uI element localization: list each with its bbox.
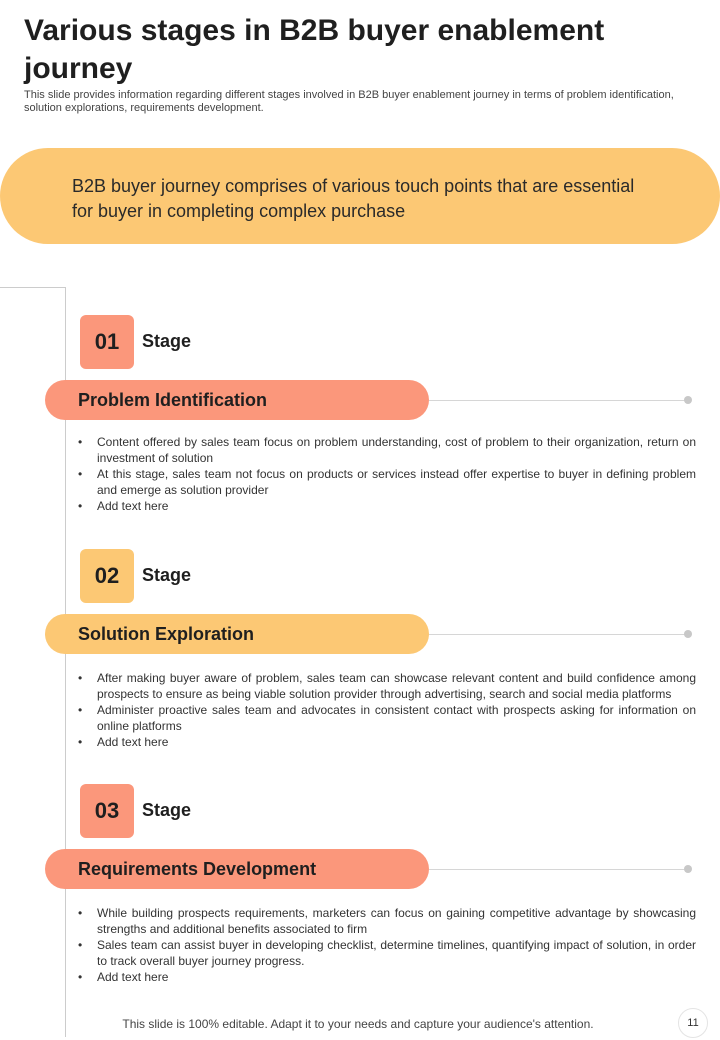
list-item: • Administer proactive sales team and advocates in consistent contact with prospects asking for information on online platforms bbox=[78, 702, 696, 734]
stage-2-number-badge: 02 bbox=[80, 549, 134, 603]
slide-subtitle: This slide provides information regarding different stages involved in B2B buyer enablement journey in terms of problem identification, solution explorations, requirements development. bbox=[24, 89, 674, 114]
stage-3-connector-dot bbox=[684, 865, 692, 873]
summary-banner bbox=[0, 148, 720, 244]
list-item: • Sales team can assist buyer in developing checklist, determine timelines, quantifying impact of solution, in order to track overall buyer journey progress. bbox=[78, 937, 696, 969]
stage-1-label: Stage bbox=[142, 331, 192, 351]
list-item: • While building prospects requirements, marketers can focus on gaining competitive advantage by showcasing strengths and additional benefits associated to firm bbox=[78, 905, 696, 937]
stage-2-label: Stage bbox=[142, 565, 192, 585]
slide-title: Various stages in B2B buyer enablement journey bbox=[24, 14, 605, 85]
list-item: • Add text here bbox=[78, 969, 696, 985]
list-item: • Add text here bbox=[78, 498, 696, 514]
stage-3-label: Stage bbox=[142, 800, 192, 820]
stage-1-number-badge: 01 bbox=[80, 315, 134, 369]
stage-3-title-pill: Requirements Development bbox=[45, 849, 429, 889]
list-item: • After making buyer aware of problem, sales team can showcase relevant content and build confidence among prospects to ensure as being viable solution provider through advertising, search and social media platforms bbox=[78, 670, 696, 702]
stage-1-title-pill: Problem Identification bbox=[45, 380, 429, 420]
stage-2-connector bbox=[429, 634, 686, 635]
list-item: • Add text here bbox=[78, 734, 696, 750]
stage-2-bullet-list bbox=[78, 670, 696, 750]
summary-banner-text: B2B buyer journey comprises of various touch points that are essential for buyer in completing complex purchase bbox=[72, 176, 635, 221]
footer-note: This slide is 100% editable. Adapt it to your needs and capture your audience's attention. bbox=[122, 1017, 594, 1031]
stage-1-connector-dot bbox=[684, 396, 692, 404]
list-item: • Content offered by sales team focus on problem understanding, cost of problem to their organization, return on investment of solution bbox=[78, 434, 696, 466]
stage-1-bullet-list bbox=[78, 434, 696, 514]
stage-2-title-pill: Solution Exploration bbox=[45, 614, 429, 654]
stage-3-bullet-list bbox=[78, 905, 696, 985]
stage-2-connector-dot bbox=[684, 630, 692, 638]
stage-1-connector bbox=[429, 400, 686, 401]
page-number: 11 bbox=[678, 1008, 708, 1038]
list-item: • At this stage, sales team not focus on products or services instead offer expertise to buyer in defining problem and emerge as solution provider bbox=[78, 466, 696, 498]
stage-3-connector bbox=[429, 869, 686, 870]
stage-3-number-badge: 03 bbox=[80, 784, 134, 838]
